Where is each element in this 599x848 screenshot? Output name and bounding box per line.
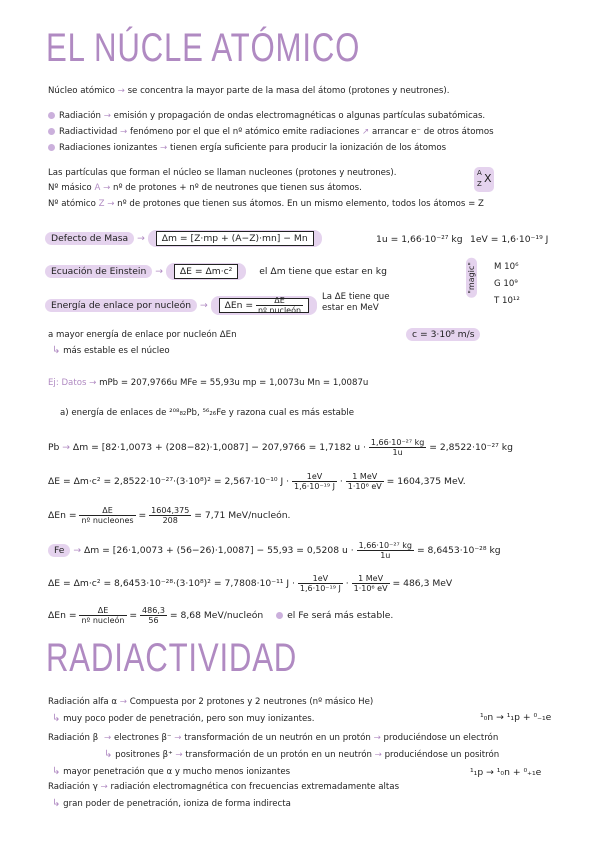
magic-label bbox=[466, 258, 477, 302]
alpha-text: Compuesta por 2 protones y 2 neutrones (nº másico He) bbox=[129, 697, 374, 707]
stability-sub-text: más estable es el núcleo bbox=[63, 346, 170, 356]
gamma-label: Radiación γ bbox=[48, 782, 98, 792]
arrow-icon: → bbox=[89, 378, 97, 388]
einstein-row bbox=[45, 266, 387, 278]
fe-binding-per-nucleon: ΔEn = $\frac{\Delta E}{\text{nº nucleón}}$ = $\frac{486,3}{56}$ = 8,68 MeV/nucleón el Fe será más estable. bbox=[48, 606, 394, 625]
mass-number-symbol: A bbox=[94, 183, 101, 193]
arrow-icon: → bbox=[107, 199, 115, 209]
prefix-giga: G 10⁹ bbox=[494, 279, 518, 289]
fraction-numerator: 1 MeV bbox=[352, 574, 390, 584]
pb-den-lhs: ΔEn = bbox=[48, 510, 77, 521]
beta-minus-equation: ¹₀n → ¹₁p + ⁰₋₁e bbox=[480, 712, 552, 723]
fe-de-result: = 486,3 MeV bbox=[392, 578, 453, 589]
beta-sub bbox=[52, 766, 290, 778]
fe-den-lhs: ΔEn = bbox=[48, 610, 77, 621]
intro-line bbox=[48, 86, 449, 97]
atomic-number-line bbox=[48, 199, 484, 210]
beta-minus-line bbox=[104, 733, 498, 744]
einstein-formula-wrap bbox=[166, 263, 247, 280]
fraction-denominator: 56 bbox=[148, 616, 159, 625]
mass-defect-formula: Δm = [Z·mp + (A−Z)·mn] − Mn bbox=[156, 231, 314, 246]
arrow-icon: → bbox=[373, 733, 381, 743]
bullet-text: emisión y propagación de ondas electromagnéticas o algunas partículas subatómicas. bbox=[113, 111, 486, 121]
pb-dm-result: = 2,8522·10⁻²⁷ kg bbox=[429, 442, 513, 453]
arrow-icon: → bbox=[119, 697, 127, 707]
nuclide-symbol-x: X bbox=[484, 172, 492, 185]
fe-dm-lhs: Δm = [26·1,0073 + (56−26)·1,0087] − 55,93 = 0,5208 u · bbox=[83, 545, 354, 556]
fe-mass-defect bbox=[48, 541, 501, 560]
speed-of-light bbox=[406, 329, 480, 341]
fraction-numerator: 1,66·10⁻²⁷ kg bbox=[358, 541, 413, 550]
arrow-icon: ↳ bbox=[104, 749, 113, 760]
fraction-denominator: 1·10⁶ eV bbox=[347, 482, 382, 491]
example-values: mPb = 207,9766u MFe = 55,93u mp = 1,0073u Mn = 1,0087u bbox=[99, 378, 369, 388]
magic-label-text: "magic" bbox=[466, 258, 477, 298]
pb-den-result: = 7,71 MeV/nucleón. bbox=[194, 510, 291, 521]
arrow-icon: → bbox=[155, 266, 163, 277]
pb-dm-fraction bbox=[369, 438, 426, 457]
bullet-icon bbox=[48, 144, 55, 151]
binding-energy-formula bbox=[219, 298, 310, 313]
mass-number-def: nº de protones + nº de neutrones que tienen sus átomos. bbox=[113, 183, 362, 193]
bullet-text: fenómeno por el que el nº atómico emite radiaciones bbox=[129, 127, 360, 137]
bullet-ionizantes bbox=[48, 143, 446, 154]
binding-energy-note-1: La ΔE tiene que bbox=[322, 292, 390, 302]
electronvolt-unit: 1eV = 1,6·10⁻¹⁹ J bbox=[470, 234, 549, 245]
arrow-icon: → bbox=[73, 545, 82, 556]
beta-sub-text: mayor penetración que α y mucho menos ionizantes bbox=[63, 767, 291, 777]
pb-de-fraction-1 bbox=[292, 472, 337, 491]
fraction-numerator: 486,3 bbox=[142, 606, 165, 615]
prefix-mega: M 10⁶ bbox=[494, 262, 519, 272]
bullet-radiactividad bbox=[48, 127, 494, 138]
fraction-numerator: ΔE bbox=[79, 606, 126, 616]
atomic-number-term: Nº atómico bbox=[48, 199, 96, 209]
nuclide-symbol-z: Z bbox=[477, 180, 482, 188]
fraction-numerator: ΔE bbox=[256, 296, 303, 306]
fe-de-lhs: ΔE = Δm·c² = 8,6453·10⁻²⁸·(3·10⁸)² = 7,7808·10⁻¹¹ J · bbox=[48, 578, 295, 589]
gamma-sub-text: gran poder de penetración, ioniza de forma indirecta bbox=[63, 799, 291, 809]
binding-energy-label: Energía de enlace por nucleón bbox=[45, 299, 197, 312]
fraction-denominator: 1·10⁶ eV bbox=[353, 584, 388, 593]
arrow-icon: → bbox=[199, 300, 208, 311]
pb-den-fraction-1 bbox=[79, 506, 135, 525]
arrow-icon: → bbox=[104, 733, 112, 743]
example-conclusion: el Fe será más estable. bbox=[287, 610, 394, 621]
stability-sub bbox=[52, 345, 170, 357]
atomic-mass-unit: 1u = 1,66·10⁻²⁷ kg bbox=[376, 234, 463, 245]
arrow-icon: → bbox=[103, 111, 111, 121]
gamma-line bbox=[48, 782, 399, 793]
alpha-line bbox=[48, 697, 373, 708]
beta-plus-line bbox=[104, 749, 499, 761]
bullet-term: Radiaciones ionizantes bbox=[59, 143, 158, 153]
mass-defect-formula-wrap bbox=[148, 230, 322, 247]
alpha-sub-text: muy poco poder de penetración, pero son muy ionizantes. bbox=[63, 714, 315, 724]
arrow-icon: → bbox=[374, 750, 382, 760]
einstein-formula: ΔE = Δm·c² bbox=[174, 264, 239, 279]
fraction-denominator: 1,6·10⁻¹⁹ J bbox=[299, 584, 341, 593]
arrow-icon: → bbox=[137, 233, 145, 244]
arrow-icon: ↳ bbox=[52, 345, 61, 356]
fe-den-fraction-1 bbox=[79, 606, 126, 625]
arrow-icon: → bbox=[160, 143, 168, 153]
bullet-extra: arrancar e⁻ de otros átomos bbox=[371, 127, 494, 137]
mass-number-line bbox=[48, 183, 362, 194]
arrow-icon: → bbox=[120, 127, 128, 137]
bullet-icon bbox=[48, 112, 55, 119]
fe-label: Fe bbox=[48, 544, 70, 557]
section-title-radiactividad: RADIACTIVIDAD bbox=[46, 636, 298, 680]
mass-number-term: Nº másico bbox=[48, 183, 92, 193]
pb-dm-lhs: Δm = [82·1,0073 + (208−82)·1,0087] − 207,9766 = 1,7182 u · bbox=[72, 442, 366, 453]
beta-plus-result: produciéndose un positrón bbox=[384, 750, 500, 760]
gamma-text: radiación electromagnética con frecuencias extremadamente altas bbox=[110, 782, 400, 792]
fe-dm-fraction bbox=[357, 541, 414, 560]
arrow-icon: → bbox=[62, 442, 70, 453]
nuclide-symbol-a: A bbox=[477, 169, 482, 177]
atomic-number-def: nº de protones que tienen sus átomos. En un mismo elemento, todos los átomos = Z bbox=[117, 199, 484, 209]
example-label: Ej: Datos bbox=[48, 378, 87, 388]
beta-plus-equation: ¹₁p → ¹₀n + ⁰₊₁e bbox=[470, 767, 542, 778]
fraction-denominator: 1,6·10⁻¹⁹ J bbox=[294, 482, 335, 491]
mass-defect-row bbox=[45, 233, 322, 245]
fe-de-fraction-1 bbox=[298, 574, 343, 593]
bullet-text: tienen ergía suficiente para producir la ionización de los átomos bbox=[169, 143, 447, 153]
pb-mass-defect bbox=[48, 438, 513, 457]
pb-energy: ΔE = Δm·c² = 2,8522·10⁻²⁷·(3·10⁸)² = 2,567·10⁻¹⁰ J · $\frac{1eV}{\text{1,6·10⁻¹⁹ J}}$ · $\frac{\text{1 MeV}}{\text{1·10⁶ eV}}$ = 1604,375 MeV. bbox=[48, 472, 466, 491]
arrow-icon: ↳ bbox=[52, 766, 61, 777]
fraction-denominator: nº nucleón bbox=[258, 306, 302, 315]
fe-den-fraction-2 bbox=[140, 606, 167, 625]
page-title: EL NÚCLE ATÓMICO bbox=[46, 26, 361, 70]
beta-minus-label: electrones β⁻ bbox=[113, 733, 172, 743]
arrow-icon: → bbox=[117, 86, 125, 96]
fraction-denominator: nº nucleones bbox=[81, 516, 134, 525]
binding-energy-lhs: ΔEn = bbox=[224, 300, 254, 311]
pb-de-lhs: ΔE = Δm·c² = 2,8522·10⁻²⁷·(3·10⁸)² = 2,567·10⁻¹⁰ J · bbox=[48, 476, 290, 487]
atomic-number-symbol: Z bbox=[98, 199, 105, 209]
arrow-icon: ↳ bbox=[52, 798, 61, 809]
intro-text: se concentra la mayor parte de la masa del átomo (protones y neutrones). bbox=[127, 86, 450, 96]
arrow-icon: → bbox=[174, 733, 182, 743]
mass-defect-label: Defecto de Masa bbox=[45, 232, 134, 245]
fraction-denominator: 1u bbox=[380, 551, 391, 560]
pb-den-fraction-2 bbox=[149, 506, 191, 525]
pb-binding-per-nucleon: ΔEn = $\frac{\Delta E}{\text{nº nucleones}}$ = $\frac{1604,375}{208}$ = 7,71 MeV/nucleón. bbox=[48, 506, 291, 525]
binding-energy-fraction bbox=[256, 296, 303, 315]
prefix-tera: T 10¹² bbox=[494, 296, 520, 306]
speed-of-light-text: c = 3·10⁸ m/s bbox=[406, 328, 480, 341]
einstein-note: el Δm tiene que estar en kg bbox=[259, 266, 387, 277]
beta-plus-label: positrones β⁺ bbox=[115, 750, 173, 760]
bullet-icon bbox=[276, 612, 283, 619]
arrow-icon: → bbox=[100, 782, 108, 792]
binding-energy-row bbox=[45, 296, 317, 315]
fraction-denominator: 1u bbox=[392, 448, 403, 457]
arrow-icon: → bbox=[103, 183, 111, 193]
arrow-icon: ↗ bbox=[362, 127, 370, 137]
fraction-denominator: nº nucleón bbox=[81, 616, 125, 625]
stability-line: a mayor energía de enlace por nucleón ΔEn bbox=[48, 330, 237, 340]
fraction-numerator: 1604,375 bbox=[151, 506, 190, 515]
bullet-icon bbox=[48, 128, 55, 135]
example-data bbox=[48, 378, 368, 389]
pb-de-result: = 1604,375 MeV. bbox=[386, 476, 466, 487]
intro-term: Núcleo atómico bbox=[48, 86, 115, 96]
fe-energy: ΔE = Δm·c² = 8,6453·10⁻²⁸·(3·10⁸)² = 7,7808·10⁻¹¹ J · $\frac{1eV}{\text{1,6·10⁻¹⁹ J}}$ · $\frac{\text{1 MeV}}{\text{1·10⁶ eV}}$ = 486,3 MeV bbox=[48, 574, 453, 593]
fraction-numerator: ΔE bbox=[79, 506, 135, 516]
arrow-icon: → bbox=[175, 750, 183, 760]
alpha-sub bbox=[52, 713, 315, 725]
fraction-numerator: 1eV bbox=[292, 472, 337, 482]
bullet-term: Radiactividad bbox=[59, 127, 118, 137]
fraction-denominator: 208 bbox=[162, 516, 178, 525]
nuclide-symbol-box bbox=[474, 167, 494, 192]
beta-minus-result: produciéndose un electrón bbox=[383, 733, 499, 743]
beta-minus-text: transformación de un neutrón en un protón bbox=[184, 733, 371, 743]
bullet-term: Radiación bbox=[59, 111, 101, 121]
arrow-icon: ↳ bbox=[52, 713, 61, 724]
gamma-sub bbox=[52, 798, 291, 810]
einstein-label: Ecuación de Einstein bbox=[45, 265, 152, 278]
binding-energy-formula-wrap bbox=[211, 296, 318, 315]
alpha-label: Radiación alfa α bbox=[48, 697, 118, 707]
nucleons-line: Las partículas que forman el núcleo se llaman nucleones (protones y neutrones). bbox=[48, 168, 397, 178]
fe-dm-result: = 8,6453·10⁻²⁸ kg bbox=[416, 545, 501, 556]
fraction-numerator: 1 MeV bbox=[346, 472, 384, 482]
bullet-radiacion bbox=[48, 111, 485, 122]
pb-de-fraction-2 bbox=[346, 472, 384, 491]
beta-label: Radiación β bbox=[48, 733, 99, 743]
example-question: a) energía de enlaces de ²⁰⁸₈₂Pb, ⁵⁶₂₆Fe y razona cual es más estable bbox=[60, 408, 355, 418]
fraction-numerator: 1,66·10⁻²⁷ kg bbox=[370, 438, 425, 447]
fraction-numerator: 1eV bbox=[298, 574, 343, 584]
fe-de-fraction-2 bbox=[352, 574, 390, 593]
beta-plus-text: transformación de un protón en un neutrón bbox=[185, 750, 372, 760]
pb-label: Pb bbox=[48, 442, 60, 453]
binding-energy-note-2: estar en MeV bbox=[322, 303, 379, 313]
fe-den-result: = 8,68 MeV/nucleón bbox=[169, 610, 264, 621]
